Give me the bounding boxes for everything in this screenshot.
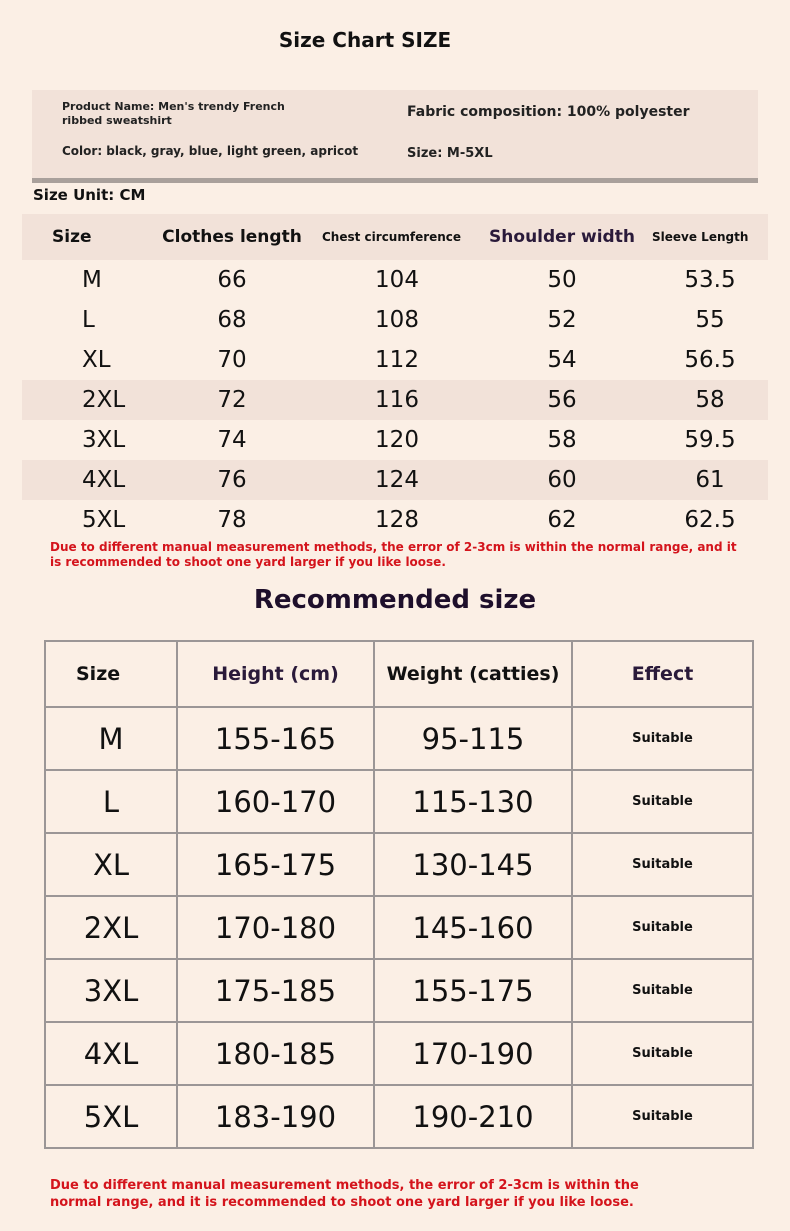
cell-weight: 130-145 xyxy=(374,833,572,896)
header-shoulder-width: Shoulder width xyxy=(472,214,652,260)
cell-size: 4XL xyxy=(22,460,142,500)
cell-height: 175-185 xyxy=(177,959,374,1022)
page-title: Size Chart SIZE xyxy=(278,28,452,52)
cell-weight: 145-160 xyxy=(374,896,572,959)
cell-sleeve: 61 xyxy=(652,460,768,500)
cell-chest: 108 xyxy=(375,307,419,333)
fabric-composition: Fabric composition: 100% polyester xyxy=(407,104,690,120)
table-row xyxy=(22,260,768,300)
color-options: Color: black, gray, blue, light green, apricot xyxy=(62,144,359,158)
size-chart-table xyxy=(22,214,768,540)
cell-clothes-length: 78 xyxy=(217,507,247,533)
table-row xyxy=(22,300,768,340)
cell-clothes-length: 70 xyxy=(217,347,247,373)
cell-clothes-length: 66 xyxy=(217,267,247,293)
product-name: Product Name: Men's trendy French ribbed sweatshirt xyxy=(62,100,285,127)
cell-chest: 128 xyxy=(375,507,419,533)
product-info-panel xyxy=(32,90,758,183)
cell-clothes-length: 72 xyxy=(142,380,322,420)
cell-shoulder: 54 xyxy=(547,347,577,373)
cell-size: 4XL xyxy=(45,1022,177,1085)
cell-size: 2XL xyxy=(45,896,177,959)
cell-sleeve: 58 xyxy=(652,380,768,420)
header-clothes-length: Clothes length xyxy=(142,214,322,260)
cell-shoulder: 56 xyxy=(472,380,652,420)
cell-size: 3XL xyxy=(45,959,177,1022)
table-row xyxy=(45,1085,753,1148)
cell-effect: Suitable xyxy=(572,833,753,896)
cell-weight: 155-175 xyxy=(374,959,572,1022)
cell-sleeve: 59.5 xyxy=(684,427,736,453)
cell-shoulder: 58 xyxy=(547,427,577,453)
cell-clothes-length: 76 xyxy=(142,460,322,500)
cell-height: 180-185 xyxy=(177,1022,374,1085)
cell-height: 165-175 xyxy=(177,833,374,896)
header-chest-circumference: Chest circumference xyxy=(322,214,472,260)
cell-height: 170-180 xyxy=(177,896,374,959)
cell-height: 155-165 xyxy=(177,707,374,770)
cell-sleeve: 62.5 xyxy=(684,507,736,533)
cell-size: XL xyxy=(82,347,111,373)
cell-sleeve: 56.5 xyxy=(684,347,736,373)
cell-effect: Suitable xyxy=(572,1022,753,1085)
cell-chest: 116 xyxy=(322,380,472,420)
cell-sleeve: 53.5 xyxy=(684,267,736,293)
cell-effect: Suitable xyxy=(572,707,753,770)
measurement-note-bottom: Due to different manual measurement methods, the error of 2-3cm is within the normal range, and it is recommended to shoot one yard larger if you like loose. xyxy=(50,1178,639,1210)
cell-size: 5XL xyxy=(82,507,126,533)
cell-weight: 190-210 xyxy=(374,1085,572,1148)
recommended-header-row xyxy=(45,641,753,707)
table-row xyxy=(45,770,753,833)
table-row xyxy=(45,1022,753,1085)
table-row xyxy=(45,959,753,1022)
size-range: Size: M-5XL xyxy=(407,146,493,161)
cell-shoulder: 50 xyxy=(547,267,577,293)
table-row xyxy=(22,460,768,500)
cell-effect: Suitable xyxy=(572,959,753,1022)
table-row xyxy=(22,500,768,540)
table-row xyxy=(45,707,753,770)
table-row xyxy=(45,896,753,959)
cell-size: 3XL xyxy=(82,427,126,453)
cell-height: 183-190 xyxy=(177,1085,374,1148)
cell-size: M xyxy=(45,707,177,770)
cell-size: 5XL xyxy=(45,1085,177,1148)
cell-clothes-length: 68 xyxy=(217,307,247,333)
table-row xyxy=(22,380,768,420)
cell-size: 2XL xyxy=(22,380,142,420)
header-effect: Effect xyxy=(572,641,753,707)
cell-weight: 95-115 xyxy=(374,707,572,770)
cell-effect: Suitable xyxy=(572,896,753,959)
cell-chest: 120 xyxy=(375,427,419,453)
cell-sleeve: 55 xyxy=(695,307,725,333)
cell-chest: 124 xyxy=(322,460,472,500)
table-row xyxy=(45,833,753,896)
cell-height: 160-170 xyxy=(177,770,374,833)
table-row xyxy=(22,420,768,460)
header-sleeve-length: Sleeve Length xyxy=(652,214,768,260)
size-unit: Size Unit: CM xyxy=(33,186,146,204)
header-size: Size xyxy=(45,641,177,707)
cell-clothes-length: 74 xyxy=(217,427,247,453)
cell-size: XL xyxy=(45,833,177,896)
header-height: Height (cm) xyxy=(177,641,374,707)
header-weight: Weight (catties) xyxy=(374,641,572,707)
table-row xyxy=(22,340,768,380)
recommended-size-table xyxy=(44,640,754,1149)
cell-size: L xyxy=(45,770,177,833)
cell-weight: 170-190 xyxy=(374,1022,572,1085)
cell-chest: 112 xyxy=(375,347,419,373)
cell-chest: 104 xyxy=(375,267,419,293)
recommended-size-title: Recommended size xyxy=(253,585,537,615)
cell-shoulder: 60 xyxy=(472,460,652,500)
measurement-note: Due to different manual measurement methods, the error of 2-3cm is within the normal range, and it is recommended to shoot one yard larger if you like loose. xyxy=(50,540,737,569)
cell-shoulder: 62 xyxy=(547,507,577,533)
cell-weight: 115-130 xyxy=(374,770,572,833)
cell-effect: Suitable xyxy=(572,770,753,833)
cell-effect: Suitable xyxy=(572,1085,753,1148)
cell-size: M xyxy=(82,267,102,293)
header-size: Size xyxy=(22,214,142,260)
cell-shoulder: 52 xyxy=(547,307,577,333)
cell-size: L xyxy=(82,307,95,333)
size-chart-header-row xyxy=(22,214,768,260)
